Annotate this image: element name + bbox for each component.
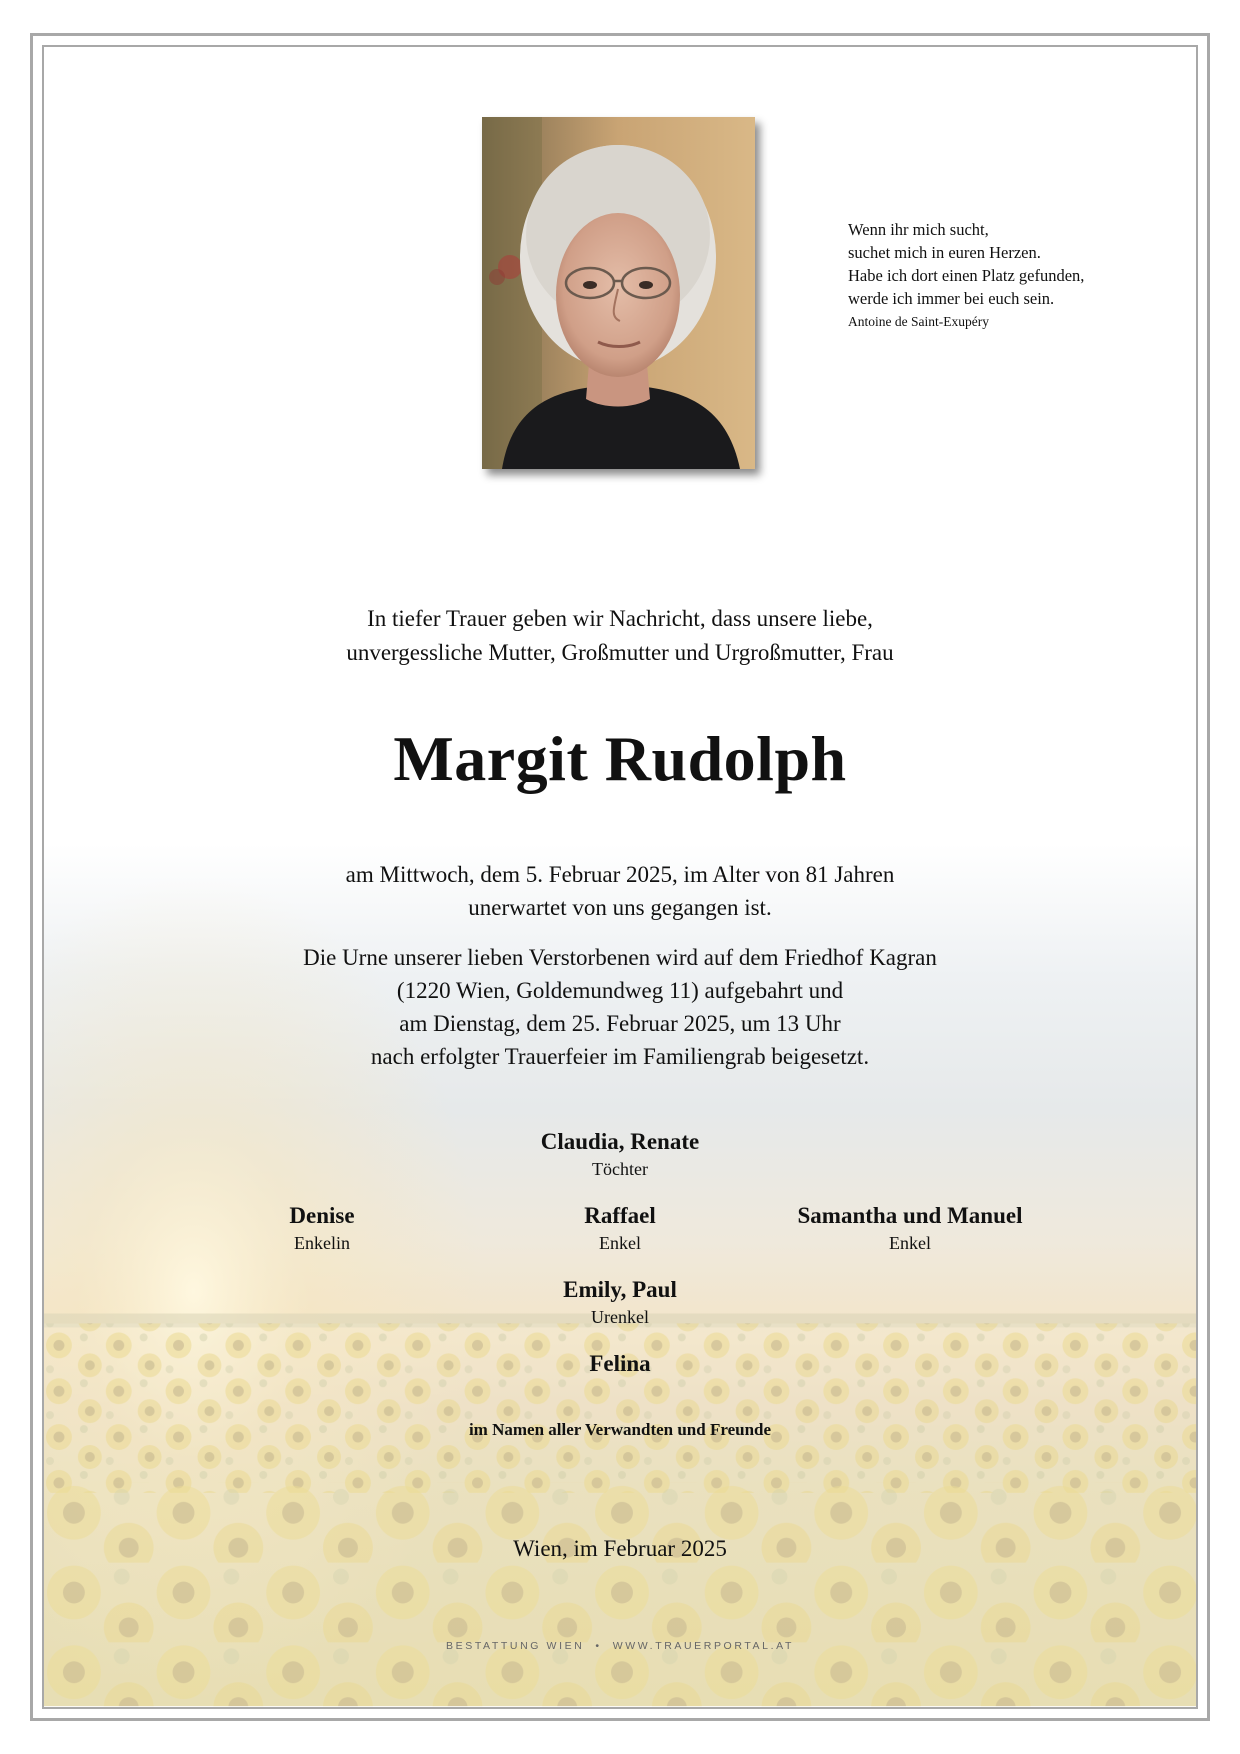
mourner-name: Raffael (584, 1203, 656, 1228)
portrait-image (482, 117, 755, 469)
death-line: unerwartet von uns gegangen ist. (468, 895, 772, 920)
mourner-relation: Urenkel (591, 1307, 649, 1327)
quote-block (848, 218, 1084, 333)
mourner-relation: Enkel (889, 1233, 931, 1253)
mourner-daughters (440, 1128, 800, 1182)
death-notice (0, 858, 1240, 924)
funeral-line: Die Urne unserer lieben Verstorbenen wird auf dem Friedhof Kagran (303, 945, 937, 970)
quote-line: Habe ich dort einen Platz gefunden, (848, 266, 1085, 285)
funeral-details (0, 941, 1240, 1073)
place-date: Wien, im Februar 2025 (513, 1536, 727, 1561)
mourner-name: Denise (289, 1203, 355, 1228)
intro-text (0, 602, 1240, 670)
quote-author: Antoine de Saint-Exupéry (848, 314, 989, 329)
death-line: am Mittwoch, dem 5. Februar 2025, im Alter von 81 Jahren (345, 862, 895, 887)
intro-line: unvergessliche Mutter, Großmutter und Urgroßmutter, Frau (346, 640, 894, 665)
funeral-line: nach erfolgter Trauerfeier im Familiengrab beigesetzt. (370, 1044, 870, 1069)
funeral-line: am Dienstag, dem 25. Februar 2025, um 13 Uhr (399, 1011, 841, 1036)
mourner-name: Felina (589, 1351, 651, 1376)
quote-line: suchet mich in euren Herzen. (848, 243, 1041, 262)
quote-line: Wenn ihr mich sucht, (848, 220, 989, 239)
closing-line: im Namen aller Verwandten und Freunde (468, 1420, 772, 1439)
mourner-relation: Enkel (599, 1233, 641, 1253)
mourner-grandchild-samantha-manuel (730, 1202, 1090, 1256)
funeral-line: (1220 Wien, Goldemundweg 11) aufgebahrt und (396, 978, 844, 1003)
footer-credit: BESTATTUNG WIEN • WWW.TRAUERPORTAL.AT (446, 1640, 794, 1652)
mourner-great-grandchildren (440, 1276, 800, 1330)
intro-line: In tiefer Trauer geben wir Nachricht, dass unsere liebe, (367, 606, 873, 631)
portrait-photo (482, 117, 755, 469)
mourner-name: Samantha und Manuel (797, 1203, 1023, 1228)
mourner-felina (440, 1350, 800, 1378)
deceased-name: Margit Rudolph (393, 723, 847, 794)
mourner-name: Claudia, Renate (540, 1129, 700, 1154)
mourner-relation: Enkelin (294, 1233, 350, 1253)
quote-line: werde ich immer bei euch sein. (848, 289, 1055, 308)
mourner-name: Emily, Paul (563, 1277, 677, 1302)
mourner-relation: Töchter (592, 1159, 648, 1179)
